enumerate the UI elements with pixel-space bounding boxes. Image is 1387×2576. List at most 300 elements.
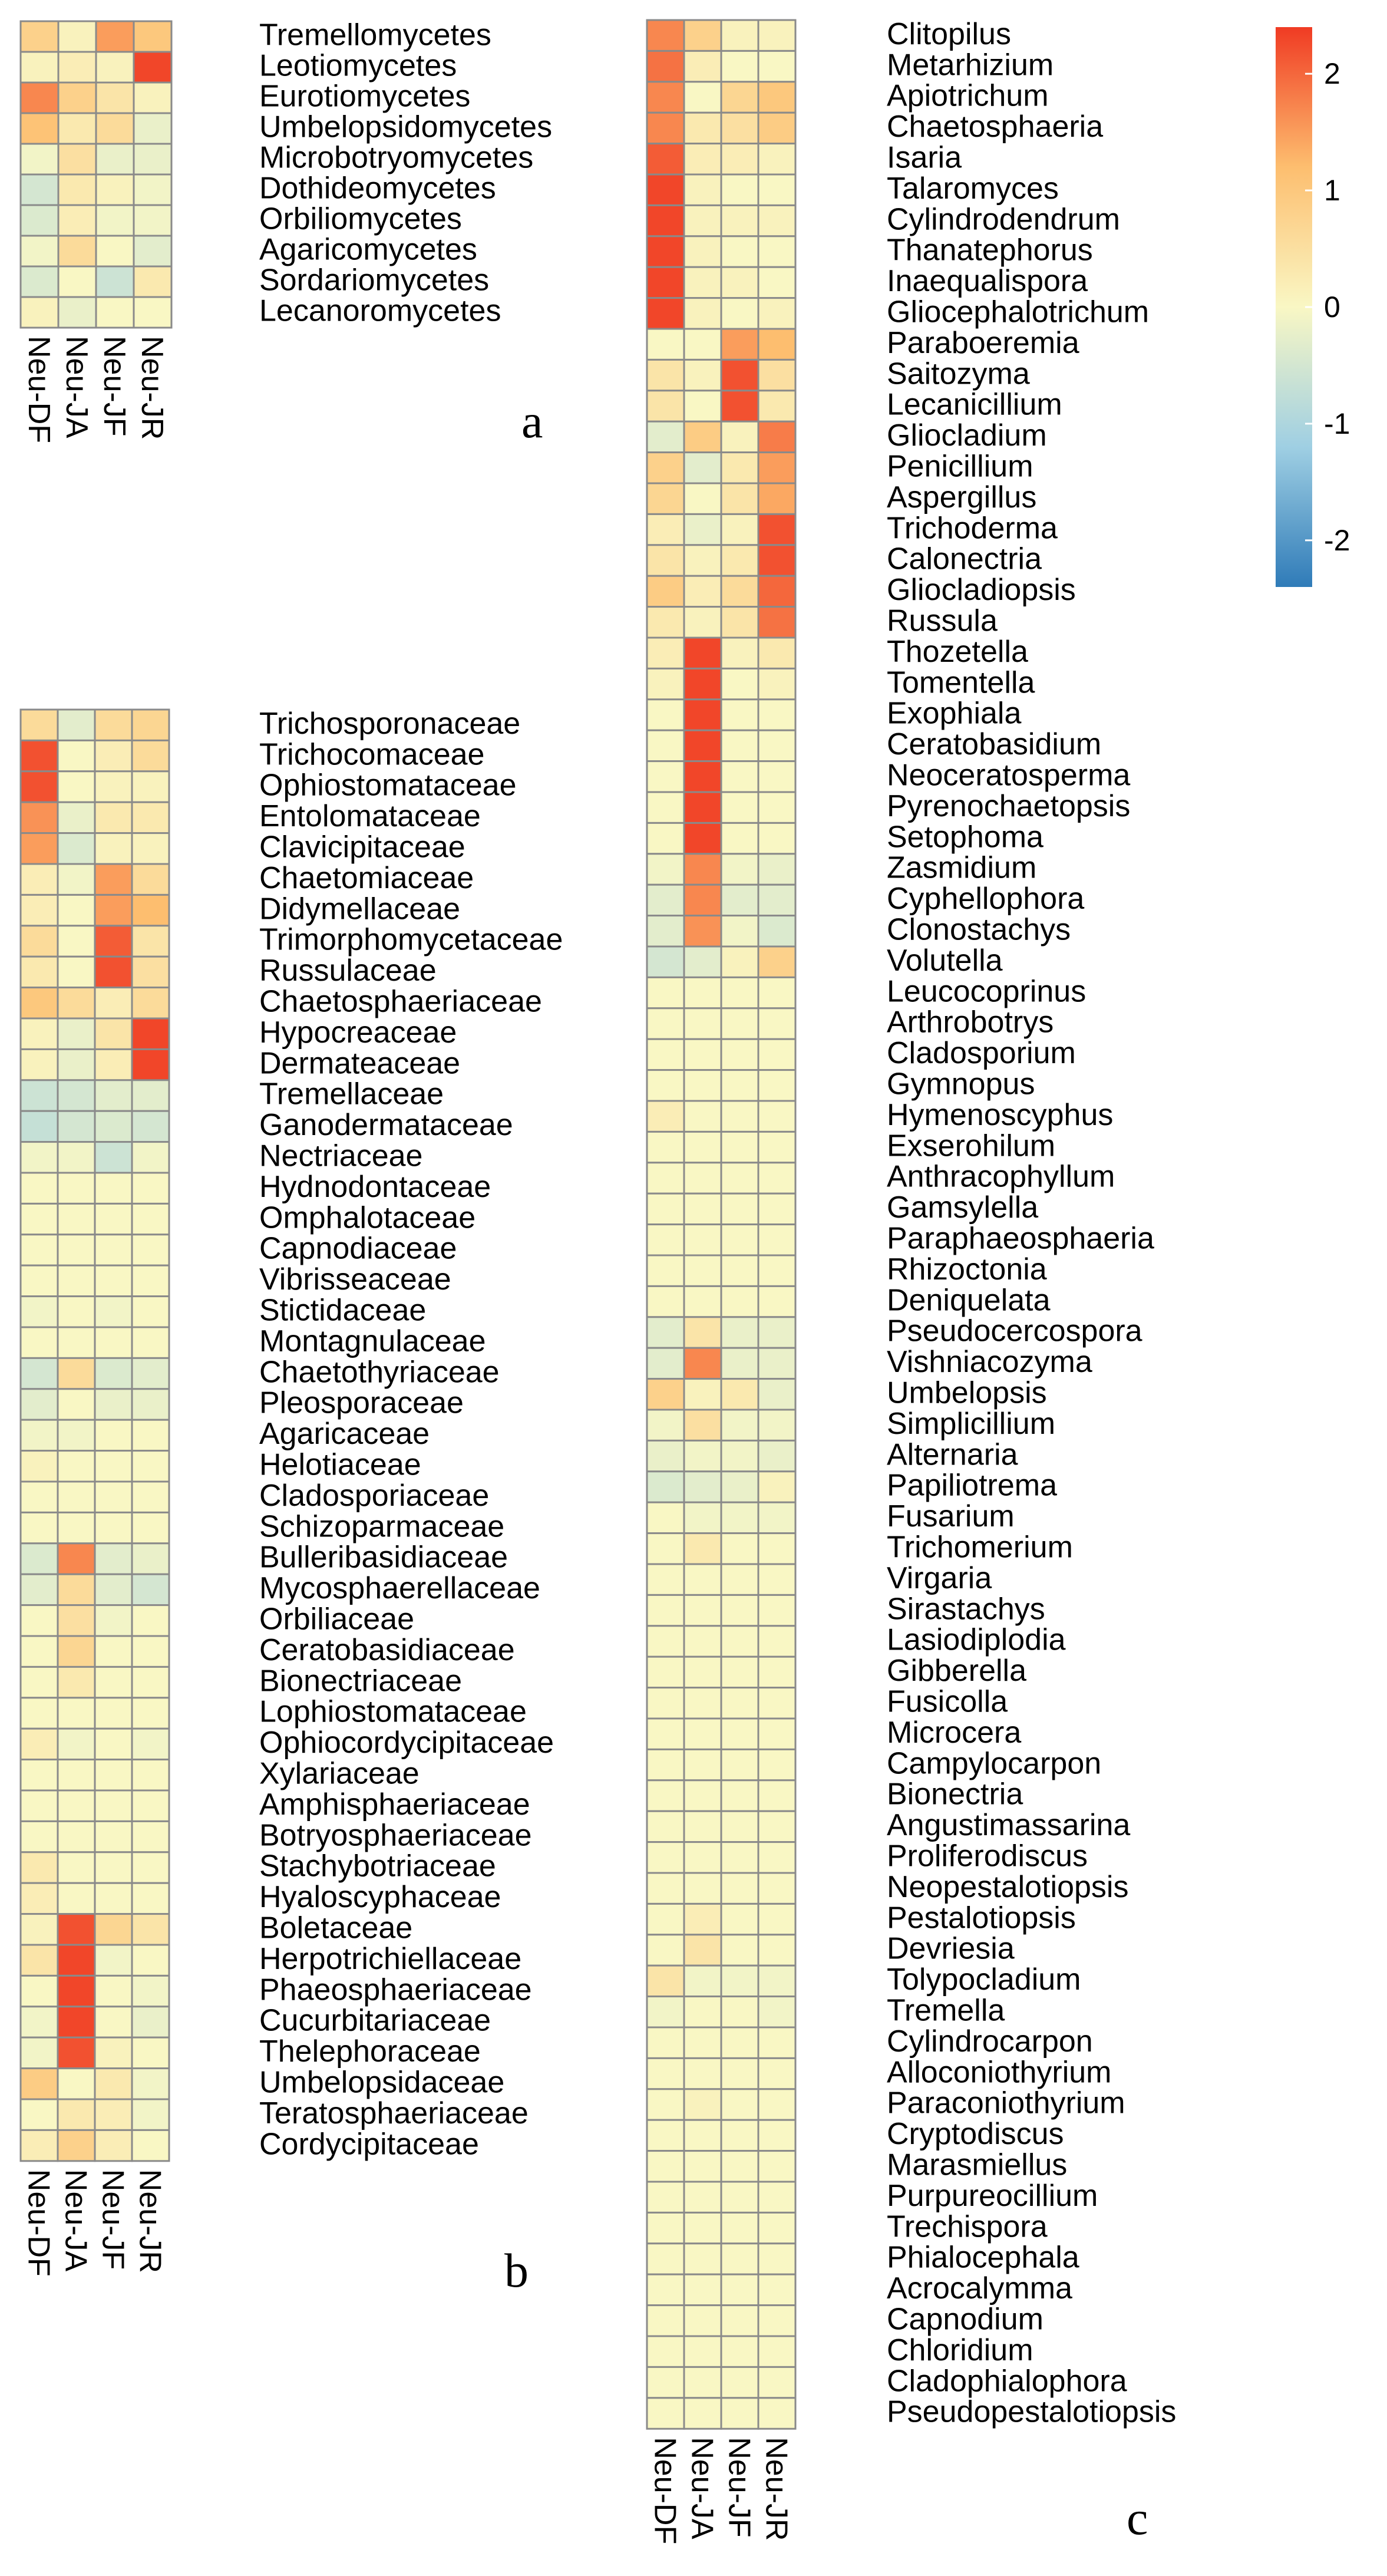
heatmap-cell-c: [758, 2058, 795, 2089]
heatmap-cell-c: [758, 823, 795, 853]
row-label-a: Sordariomycetes: [259, 263, 490, 298]
heatmap-cell-b: [95, 1512, 132, 1543]
heatmap-cell-c: [647, 1719, 684, 1749]
heatmap-cell-b: [58, 1975, 95, 2006]
heatmap-cell-b: [58, 1821, 95, 1852]
heatmap-cell-b: [95, 2007, 132, 2037]
heatmap-cell-a: [58, 174, 96, 205]
row-label-c: Neopestalotiopsis: [887, 1869, 1129, 1904]
row-label-b: Umbelopsidaceae: [259, 2065, 505, 2100]
heatmap-cell-b: [21, 1482, 58, 1512]
row-label-c: Pyrenochaetopsis: [887, 789, 1131, 823]
heatmap-cell-b: [95, 1203, 132, 1234]
heatmap-cell-b: [95, 740, 132, 771]
heatmap-cell-b: [21, 1389, 58, 1420]
row-label-c: Cyphellophora: [887, 882, 1085, 916]
heatmap-cell-c: [647, 1348, 684, 1378]
heatmap-cell-c: [647, 51, 684, 81]
heatmap-cell-c: [758, 205, 795, 236]
heatmap-cell-b: [132, 740, 169, 771]
row-label-b: Cladosporiaceae: [259, 1478, 490, 1513]
heatmap-cell-c: [721, 545, 758, 576]
heatmap-cell-b: [95, 1358, 132, 1388]
heatmap-cell-c: [647, 1965, 684, 1996]
heatmap-cell-c: [758, 761, 795, 792]
heatmap-cell-c: [684, 144, 721, 174]
heatmap-cell-b: [21, 1821, 58, 1852]
heatmap-cell-c: [647, 1101, 684, 1132]
row-label-c: Chaetosphaeria: [887, 110, 1104, 144]
heatmap-cell-a: [58, 236, 96, 266]
heatmap-cell-b: [132, 1327, 169, 1358]
row-label-c: Acrocalymma: [887, 2271, 1072, 2306]
heatmap-cell-c: [758, 1163, 795, 1193]
heatmap-cell-b: [132, 956, 169, 987]
heatmap-cell-c: [758, 1657, 795, 1687]
heatmap-cell-a: [96, 266, 134, 297]
heatmap-cell-b: [132, 1636, 169, 1667]
heatmap-cell-c: [758, 1873, 795, 1904]
heatmap-cell-b: [21, 1203, 58, 1234]
heatmap-cell-c: [758, 421, 795, 452]
heatmap-cell-c: [684, 2244, 721, 2274]
heatmap-cell-b: [58, 1883, 95, 1914]
heatmap-cell-c: [647, 267, 684, 298]
heatmap-cell-b: [58, 1080, 95, 1111]
heatmap-cell-c: [647, 1533, 684, 1564]
heatmap-cell-c: [684, 205, 721, 236]
row-label-b: Ophiostomataceae: [259, 768, 517, 803]
heatmap-cell-c: [647, 761, 684, 792]
heatmap-cell-c: [721, 1688, 758, 1719]
row-label-b: Helotiaceae: [259, 1447, 421, 1482]
heatmap-cell-c: [758, 1626, 795, 1657]
row-label-a: Leotiomycetes: [259, 48, 457, 83]
heatmap-cell-c: [647, 205, 684, 236]
heatmap-cell-c: [758, 1533, 795, 1564]
heatmap-cell-b: [58, 895, 95, 925]
heatmap-cell-b: [95, 1142, 132, 1173]
heatmap-cell-b: [95, 1605, 132, 1636]
heatmap-cell-c: [647, 823, 684, 853]
heatmap-cell-b: [58, 1358, 95, 1388]
heatmap-cell-a: [134, 21, 171, 52]
heatmap-cell-c: [721, 977, 758, 1008]
heatmap-cell-c: [758, 1070, 795, 1101]
heatmap-cell-b: [95, 771, 132, 802]
heatmap-cell-b: [95, 1790, 132, 1821]
heatmap-cell-c: [647, 730, 684, 761]
heatmap-cell-c: [758, 2089, 795, 2120]
heatmap-cell-b: [21, 1420, 58, 1450]
heatmap-cell-c: [647, 514, 684, 545]
heatmap-cell-c: [758, 1255, 795, 1286]
column-label-b: Neu-JA: [58, 2169, 93, 2272]
heatmap-cell-b: [21, 956, 58, 987]
heatmap-cell-c: [647, 576, 684, 606]
heatmap-cell-c: [684, 1193, 721, 1224]
heatmap-cell-b: [58, 1297, 95, 1327]
heatmap-cell-c: [721, 1225, 758, 1255]
row-label-c: Tomentella: [887, 665, 1035, 700]
row-label-a: Eurotiomycetes: [259, 79, 471, 114]
heatmap-cell-c: [721, 1070, 758, 1101]
heatmap-cell-a: [21, 113, 58, 144]
heatmap-cell-b: [58, 1420, 95, 1450]
heatmap-cell-b: [95, 1018, 132, 1049]
heatmap-cell-c: [721, 359, 758, 390]
heatmap-cell-b: [95, 1667, 132, 1697]
heatmap-cell-b: [21, 1080, 58, 1111]
heatmap-cell-b: [132, 2099, 169, 2130]
heatmap-cell-c: [647, 916, 684, 946]
heatmap-cell-c: [721, 1286, 758, 1317]
heatmap-cell-c: [684, 885, 721, 915]
heatmap-cell-c: [721, 1997, 758, 2027]
heatmap-cell-c: [758, 113, 795, 143]
panel-letter-c: c: [1127, 2491, 1148, 2545]
heatmap-cell-c: [647, 1440, 684, 1471]
row-label-b: Bionectriaceae: [259, 1664, 462, 1698]
heatmap-cell-c: [721, 946, 758, 977]
panel-letter-b: b: [504, 2244, 529, 2297]
row-label-b: Bulleribasidiaceae: [259, 1540, 508, 1575]
heatmap-cell-c: [647, 20, 684, 51]
row-label-b: Montagnulaceae: [259, 1324, 486, 1358]
row-label-c: Vishniacozyma: [887, 1345, 1092, 1380]
row-label-c: Paraconiothyrium: [887, 2086, 1125, 2120]
row-label-c: Trichomerium: [887, 1530, 1073, 1565]
heatmap-cell-c: [721, 329, 758, 359]
heatmap-cell-c: [684, 823, 721, 853]
heatmap-cell-a: [21, 21, 58, 52]
heatmap-cell-b: [58, 1018, 95, 1049]
heatmap-cell-c: [721, 1317, 758, 1348]
heatmap-cell-c: [758, 2367, 795, 2397]
heatmap-cell-c: [684, 946, 721, 977]
heatmap-cell-b: [95, 1080, 132, 1111]
heatmap-cell-b: [21, 1111, 58, 1142]
row-label-c: Talaromyces: [887, 171, 1059, 206]
heatmap-cell-c: [758, 51, 795, 81]
heatmap-cell-c: [721, 1163, 758, 1193]
row-label-b: Ganodermataceae: [259, 1108, 513, 1143]
panel-letter-a: a: [521, 394, 543, 448]
heatmap-cell-c: [647, 1255, 684, 1286]
heatmap-cell-c: [758, 2305, 795, 2336]
heatmap-cell-c: [684, 1317, 721, 1348]
heatmap-cell-c: [647, 1749, 684, 1780]
heatmap-cell-c: [758, 1008, 795, 1039]
column-label-c: Neu-JA: [685, 2437, 719, 2539]
heatmap-cell-c: [647, 144, 684, 174]
legend-tick-label: -2: [1324, 523, 1350, 557]
heatmap-cell-c: [647, 1595, 684, 1625]
heatmap-cell-c: [758, 2151, 795, 2182]
heatmap-cell-c: [684, 1719, 721, 1749]
heatmap-cell-c: [647, 174, 684, 205]
heatmap-cell-c: [647, 700, 684, 730]
heatmap-cell-b: [95, 1729, 132, 1759]
heatmap-cell-b: [21, 1945, 58, 1975]
heatmap-cell-c: [647, 1997, 684, 2027]
heatmap-cell-b: [58, 1945, 95, 1975]
heatmap-cell-b: [58, 710, 95, 740]
heatmap-cell-a: [134, 113, 171, 144]
heatmap-cell-b: [21, 1512, 58, 1543]
row-label-b: Didymellaceae: [259, 892, 461, 926]
heatmap-cell-b: [21, 1698, 58, 1729]
heatmap-cell-c: [684, 1564, 721, 1595]
row-label-c: Cylindrodendrum: [887, 202, 1120, 237]
heatmap-cell-b: [95, 1760, 132, 1790]
row-label-c: Papiliotrema: [887, 1468, 1058, 1503]
heatmap-cell-c: [684, 2336, 721, 2367]
heatmap-cell-b: [21, 802, 58, 833]
heatmap-cell-c: [684, 1502, 721, 1533]
heatmap-cell-c: [684, 668, 721, 699]
heatmap-cell-c: [647, 885, 684, 915]
heatmap-cell-b: [95, 1543, 132, 1574]
heatmap-cell-b: [58, 1235, 95, 1265]
heatmap-cell-b: [132, 802, 169, 833]
heatmap-cell-b: [132, 1358, 169, 1388]
heatmap-cell-a: [134, 174, 171, 205]
heatmap-cell-c: [721, 2305, 758, 2336]
heatmap-cell-c: [684, 1286, 721, 1317]
heatmap-cell-c: [721, 391, 758, 421]
heatmap-cell-c: [684, 483, 721, 514]
row-label-b: Xylariaceae: [259, 1756, 420, 1791]
heatmap-cell-b: [21, 1173, 58, 1203]
heatmap-cell-b: [95, 988, 132, 1018]
heatmap-cell-a: [96, 113, 134, 144]
row-label-c: Cylindrocarpon: [887, 2024, 1093, 2059]
heatmap-cell-b: [21, 1975, 58, 2006]
heatmap-cell-c: [721, 668, 758, 699]
heatmap-cell-c: [758, 1193, 795, 1224]
heatmap-cell-c: [647, 668, 684, 699]
heatmap-cell-b: [58, 1729, 95, 1759]
heatmap-cell-b: [95, 833, 132, 864]
heatmap-cell-b: [132, 1543, 169, 1574]
row-label-b: Agaricaceae: [259, 1417, 430, 1452]
heatmap-cell-c: [758, 1749, 795, 1780]
heatmap-cell-c: [721, 1472, 758, 1502]
heatmap-cell-c: [684, 1132, 721, 1162]
row-label-c: Inaequalispora: [887, 264, 1088, 299]
heatmap-cell-a: [21, 52, 58, 83]
heatmap-cell-c: [647, 1657, 684, 1687]
heatmap-cell-c: [684, 514, 721, 545]
heatmap-cell-c: [684, 2182, 721, 2212]
heatmap-cell-b: [58, 1790, 95, 1821]
row-label-b: Pleosporaceae: [259, 1386, 464, 1420]
heatmap-cell-b: [132, 1790, 169, 1821]
heatmap-cell-c: [721, 1873, 758, 1904]
heatmap-cell-c: [758, 2274, 795, 2305]
heatmap-cell-c: [684, 329, 721, 359]
heatmap-cell-c: [684, 1595, 721, 1625]
heatmap-cell-b: [95, 2069, 132, 2099]
heatmap-cell-c: [647, 2089, 684, 2120]
heatmap-cell-b: [58, 988, 95, 1018]
heatmap-cell-c: [684, 82, 721, 113]
heatmap-cell-c: [647, 1472, 684, 1502]
heatmap-cell-c: [721, 1904, 758, 1934]
column-label-b: Neu-JF: [95, 2169, 130, 2270]
heatmap-cell-b: [58, 1265, 95, 1296]
heatmap-cell-b: [132, 1018, 169, 1049]
row-label-b: Trimorphomycetaceae: [259, 922, 563, 957]
heatmap-cell-b: [58, 1636, 95, 1667]
heatmap-cell-b: [132, 1173, 169, 1203]
row-label-c: Neoceratosperma: [887, 758, 1131, 793]
row-label-c: Arthrobotrys: [887, 1005, 1054, 1040]
row-label-c: Phialocephala: [887, 2240, 1079, 2275]
heatmap-cell-c: [647, 946, 684, 977]
heatmap-cell-c: [684, 236, 721, 267]
row-label-c: Anthracophyllum: [887, 1159, 1115, 1194]
heatmap-cell-c: [758, 1965, 795, 1996]
column-label-c: Neu-JR: [759, 2437, 794, 2541]
heatmap-cell-b: [58, 771, 95, 802]
heatmap-cell-b: [132, 1111, 169, 1142]
row-label-c: Paraboeremia: [887, 325, 1079, 360]
row-label-c: Pseudopestalotiopsis: [887, 2394, 1177, 2429]
row-label-b: Teratosphaeriaceae: [259, 2096, 529, 2130]
row-label-a: Lecanoromycetes: [259, 293, 501, 328]
heatmap-cell-c: [721, 1440, 758, 1471]
heatmap-cell-b: [132, 1883, 169, 1914]
heatmap-cell-b: [58, 1574, 95, 1605]
row-label-c: Penicillium: [887, 449, 1033, 484]
heatmap-cell-b: [95, 1049, 132, 1080]
heatmap-cell-c: [721, 730, 758, 761]
heatmap-cell-c: [647, 1039, 684, 1070]
column-label-a: Neu-JR: [135, 336, 169, 440]
heatmap-cell-c: [684, 359, 721, 390]
heatmap-cell-c: [721, 1348, 758, 1378]
heatmap-cell-c: [647, 391, 684, 421]
heatmap-cell-b: [21, 1914, 58, 1945]
row-label-b: Stachybotriaceae: [259, 1849, 496, 1884]
heatmap-cell-a: [134, 236, 171, 266]
heatmap-cell-c: [721, 174, 758, 205]
row-label-b: Clavicipitaceae: [259, 830, 465, 865]
heatmap-cell-b: [58, 1389, 95, 1420]
heatmap-cell-b: [21, 1667, 58, 1697]
heatmap-cell-c: [647, 792, 684, 823]
heatmap-cell-b: [132, 1852, 169, 1883]
row-label-c: Metarhizium: [887, 48, 1054, 83]
heatmap-cell-b: [21, 1729, 58, 1759]
heatmap-cell-b: [21, 895, 58, 925]
heatmap-cell-b: [58, 1173, 95, 1203]
heatmap-cell-b: [132, 1203, 169, 1234]
heatmap-cell-c: [647, 1317, 684, 1348]
heatmap-cell-b: [58, 2037, 95, 2068]
heatmap-cell-b: [132, 2069, 169, 2099]
heatmap-cell-a: [58, 266, 96, 297]
heatmap-cell-b: [58, 1760, 95, 1790]
row-label-c: Isaria: [887, 140, 962, 175]
row-label-b: Chaetosphaeriaceae: [259, 984, 542, 1019]
heatmap-cell-c: [684, 1657, 721, 1687]
heatmap-cell-b: [132, 710, 169, 740]
heatmap-cell-c: [721, 1935, 758, 1965]
row-label-b: Vibrisseaceae: [259, 1262, 451, 1297]
row-label-c: Gymnopus: [887, 1067, 1035, 1101]
heatmap-cell-c: [758, 2182, 795, 2212]
heatmap-cell-b: [132, 1297, 169, 1327]
heatmap-cell-b: [58, 1914, 95, 1945]
heatmap-cell-c: [758, 174, 795, 205]
row-label-b: Tremellaceae: [259, 1077, 444, 1111]
column-label-a: Neu-DF: [22, 336, 56, 444]
row-label-c: Trechispora: [887, 2209, 1048, 2244]
heatmap-cell-b: [21, 1018, 58, 1049]
heatmap-cell-c: [758, 2398, 795, 2429]
heatmap-cell-b: [21, 833, 58, 864]
heatmap-cell-c: [647, 1410, 684, 1440]
heatmap-cell-a: [96, 236, 134, 266]
heatmap-cell-c: [684, 1811, 721, 1842]
heatmap-cell-b: [21, 2069, 58, 2099]
heatmap-cell-c: [721, 700, 758, 730]
heatmap-cell-c: [684, 576, 721, 606]
heatmap-cell-b: [95, 1975, 132, 2006]
heatmap-cell-c: [758, 2027, 795, 2058]
heatmap-cell-c: [721, 1410, 758, 1440]
heatmap-cell-b: [58, 1327, 95, 1358]
row-label-c: Fusicolla: [887, 1684, 1008, 1719]
heatmap-cell-c: [721, 20, 758, 51]
heatmap-cell-b: [21, 926, 58, 956]
row-label-c: Trichoderma: [887, 511, 1058, 546]
heatmap-cell-c: [684, 700, 721, 730]
heatmap-cell-c: [647, 359, 684, 390]
heatmap-cell-b: [21, 1358, 58, 1388]
heatmap-cell-c: [758, 977, 795, 1008]
row-label-b: Boletaceae: [259, 1911, 413, 1945]
legend-tick-label: 1: [1324, 174, 1340, 207]
row-label-b: Hydnodontaceae: [259, 1169, 491, 1204]
heatmap-cell-c: [721, 823, 758, 853]
heatmap-cell-a: [21, 83, 58, 113]
heatmap-cell-c: [647, 638, 684, 668]
heatmap-cell-c: [684, 1904, 721, 1934]
row-label-a: Tremellomycetes: [259, 18, 491, 52]
row-label-c: Cladosporium: [887, 1036, 1076, 1071]
heatmap-cell-c: [758, 1379, 795, 1410]
heatmap-cell-b: [21, 1605, 58, 1636]
heatmap-cell-b: [21, 1235, 58, 1265]
heatmap-cell-c: [721, 2244, 758, 2274]
heatmap-cell-c: [684, 1379, 721, 1410]
heatmap-cell-c: [684, 2367, 721, 2397]
row-label-c: Purpureocillium: [887, 2178, 1098, 2213]
heatmap-cell-b: [95, 864, 132, 895]
heatmap-cell-b: [132, 1667, 169, 1697]
heatmap-cell-b: [95, 1914, 132, 1945]
heatmap-cell-c: [684, 174, 721, 205]
heatmap-cell-a: [134, 205, 171, 236]
heatmap-cell-b: [21, 1142, 58, 1173]
heatmap-cell-c: [758, 700, 795, 730]
heatmap-cell-c: [684, 730, 721, 761]
heatmap-cell-c: [758, 1564, 795, 1595]
